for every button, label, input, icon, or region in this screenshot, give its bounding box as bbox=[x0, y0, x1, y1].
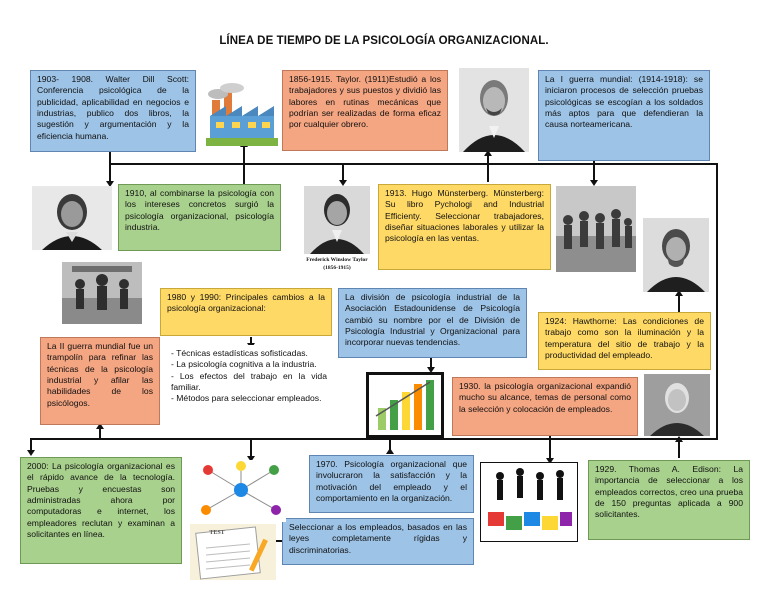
box-1970: 1970. Psicología organizacional que involucraron la satisfacción y la motivación del empleado y el comportamiento en la organización. bbox=[309, 455, 474, 513]
box-division: La división de psicología industrial de la Asociación Estadounidense de Psicología cambió su nombre por el de División de Psicología Industrial y Organizacional para incorporar nuevas tendencias. bbox=[338, 288, 527, 358]
box-ww1: La I guerra mundial: (1914-1918): se iniciaron procesos de selección pruebas psicológicas se escogían a los soldados más aptos para que defendieran la causa norteamericana. bbox=[538, 70, 710, 161]
box-edison-1929: 1929. Thomas A. Edison: La importancia de seleccionar a los empleados correctos, creo una prueba de 150 preguntas aplicada a 900 solicitantes. bbox=[588, 460, 750, 540]
connector-1930 bbox=[549, 436, 551, 460]
portrait-munsterberg-icon bbox=[459, 68, 529, 152]
network-people-illustration-icon bbox=[196, 460, 286, 522]
box-1910: 1910, al combinarse la psicología con los intereses concretos surgió la psicología organizacional, psicología industria. bbox=[118, 184, 281, 251]
ww2-photo-icon bbox=[62, 262, 142, 324]
soldiers-photo-icon bbox=[556, 186, 636, 272]
box-ww2: La II guerra mundial fue un trampolín para refinar las técnicas de la psicología industrial y afilar las habilidades de los psicólogos. bbox=[40, 337, 160, 425]
box-munsterberg-1913: 1913. Hugo Münsterberg. Münsterberg: Su libro Pychologi and Industrial Efficienty. Seleccionar trabajadores, diseñar situaciones laborales y utilizar la psicología en las ventas. bbox=[378, 184, 551, 270]
connector-scott bbox=[109, 150, 111, 182]
list-1980-1990: - Técnicas estadísticas sofisticadas. - La psicología cognitiva a la industria. - Los efectos del trabajo en la vida familiar. - Métodos para seleccionar empleados. bbox=[165, 345, 333, 435]
arrow-up-edison bbox=[675, 436, 683, 442]
connector-factory bbox=[243, 146, 245, 184]
connector-bottom-horizontal bbox=[30, 438, 718, 440]
box-seleccionar: Seleccionar a los empleados, basados en las leyes completamente rígidas y discriminatorias. bbox=[282, 518, 474, 565]
taylor-caption-name: Frederick Winslow Taylor bbox=[306, 257, 368, 263]
connector-top-horizontal bbox=[109, 163, 717, 165]
box-1930: 1930. la psicología organizacional expandió mucho su alcance, temas de personal como la selección y colocación de empleados. bbox=[452, 377, 638, 436]
arrow-up-1970 bbox=[386, 448, 394, 454]
connector-munsterberg bbox=[487, 152, 489, 182]
box-hawthorne-1924: 1924: Hawthorne: Las condiciones de trabajo como son la iluminación y la temperatura del sitio de trabajo y la productividad del empleado. bbox=[538, 312, 711, 370]
box-2000: 2000: La psicología organizacional es el rápido avance de la tecnología. Pruebas y encuestas son administradas ahora por computadoras e internet, los empleadores reclutan y examinan a solicitantes en línea. bbox=[20, 457, 182, 564]
box-scott-1903: 1903- 1908. Walter Dill Scott: Conferencia psicológica de la publicidad, aplicabilidad en negocios e industrias, publico dos libros, la sugestión y argumentación y la eficiencia humana. bbox=[30, 70, 196, 152]
test-paper-label: TEST bbox=[209, 530, 225, 536]
factory-illustration-icon bbox=[206, 82, 278, 146]
portrait-hawthorne-icon bbox=[643, 218, 709, 292]
people-puzzle-illustration-icon bbox=[480, 462, 578, 542]
arrow-down-2000 bbox=[27, 450, 35, 456]
page-title: LÍNEA DE TIEMPO DE LA PSICOLOGÍA ORGANIZACIONAL. bbox=[219, 35, 549, 47]
box-taylor-1856: 1856-1915. Taylor. (1911)Estudió a los trabajadores y sus puestos y dividió las labores en rutinas mecánicas que podrían ser realizadas de forma eficaz por cualquier obrero. bbox=[282, 70, 448, 151]
connector-right-vertical bbox=[716, 163, 718, 439]
taylor-caption-years: (1856-1915) bbox=[323, 265, 351, 271]
connector-ww1 bbox=[593, 160, 595, 182]
portrait-taylor-icon bbox=[304, 186, 370, 254]
edison-photo-icon bbox=[644, 374, 710, 436]
box-1980-1990: 1980 y 1990: Principales cambios a la psicología organizacional: bbox=[160, 288, 332, 336]
connector-network bbox=[250, 438, 252, 458]
bar-chart-illustration-icon bbox=[366, 372, 444, 438]
portrait-scott-icon bbox=[32, 186, 112, 250]
